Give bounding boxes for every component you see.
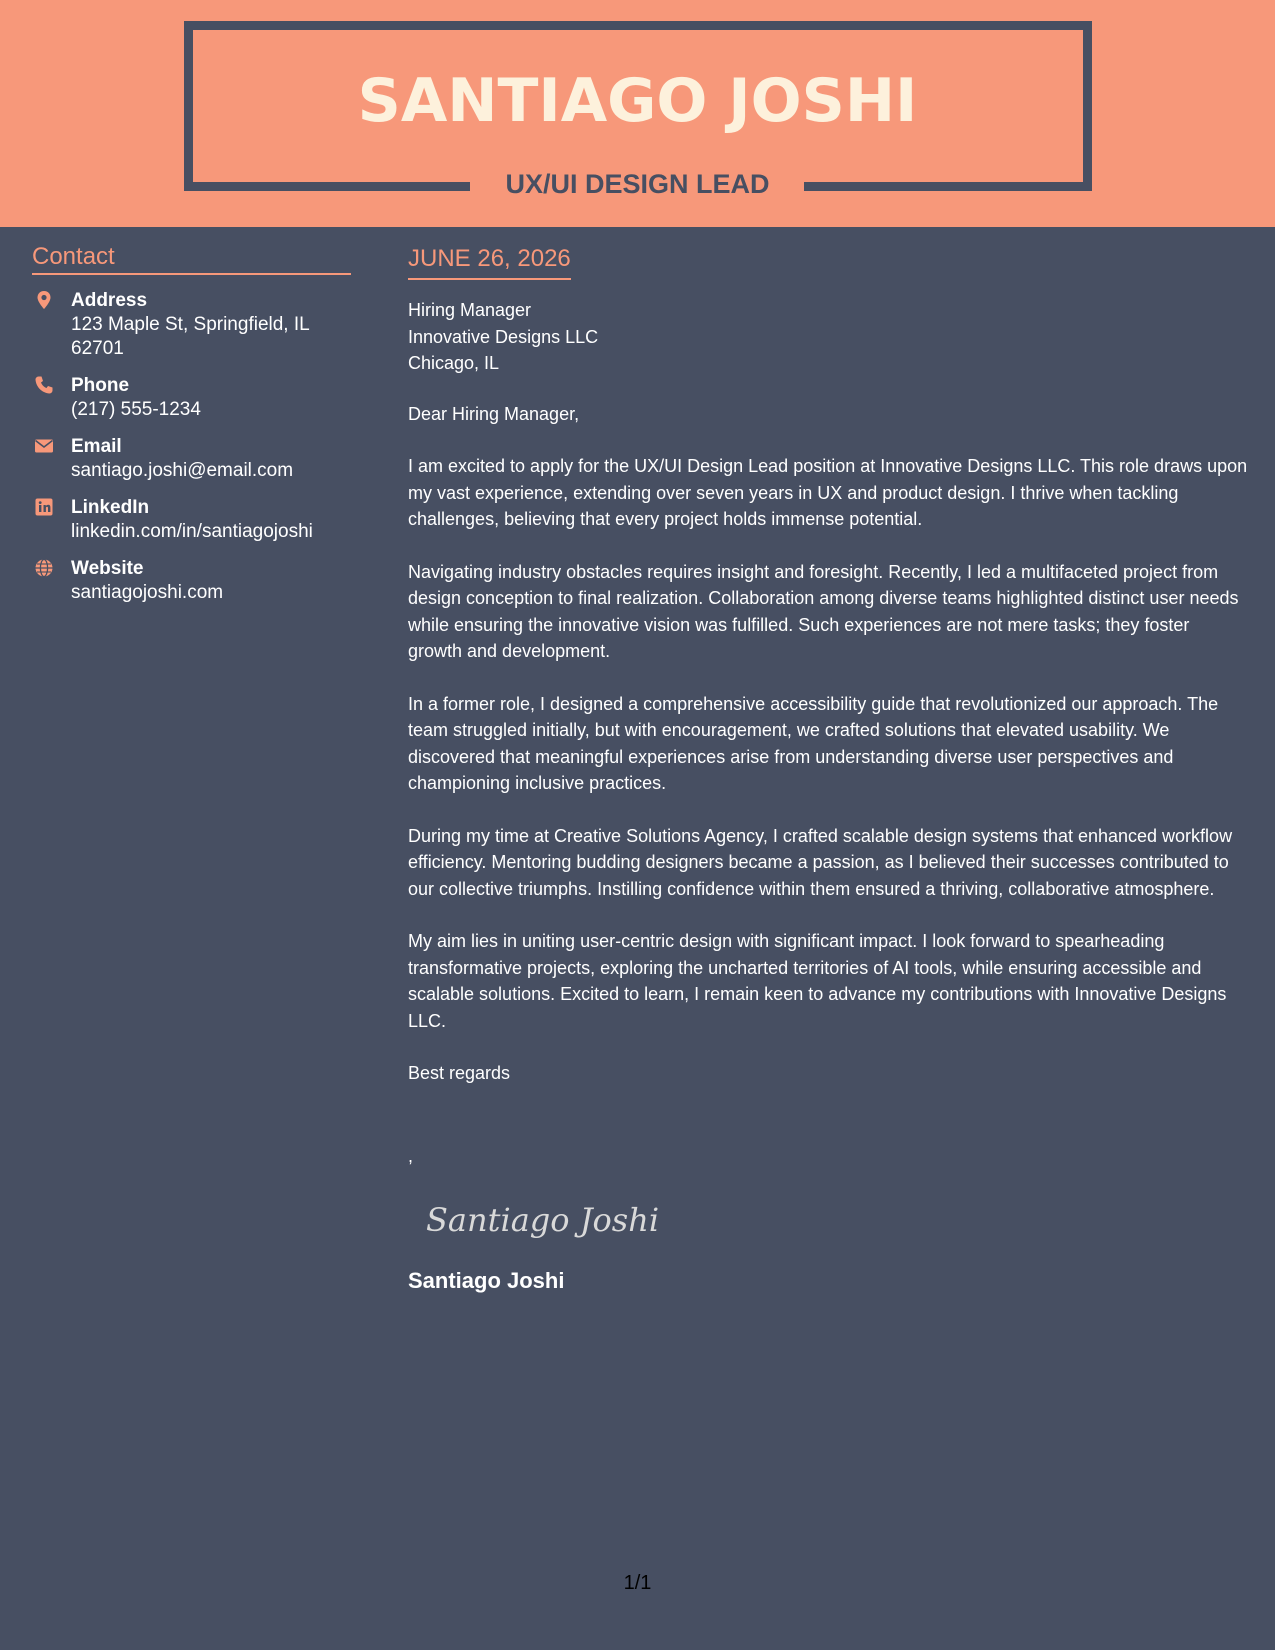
paragraph: I am excited to apply for the UX/UI Design Lead position at Innovative Designs LLC. This role draws upon my vast experience, extending over seven years in UX and product design. I thrive when tackling challenges, believing that every project holds immense potential. xyxy=(408,456,1248,529)
header-banner xyxy=(0,0,1275,227)
contact-website xyxy=(32,557,351,605)
contact-label: Address xyxy=(71,290,148,311)
globe-icon xyxy=(34,558,54,578)
handwritten-signature xyxy=(422,1191,662,1247)
letter-date: JUNE 26, 2026 xyxy=(408,244,571,280)
envelope-icon xyxy=(34,436,54,456)
signer-name: Santiago Joshi xyxy=(408,1267,565,1293)
recipient-line: Hiring Manager xyxy=(408,300,532,320)
recipient-line: Innovative Designs LLC xyxy=(408,326,599,347)
recipient-block xyxy=(408,297,1248,377)
closing-comma: , xyxy=(408,1145,414,1166)
contact-linkedin xyxy=(32,496,351,544)
paragraph: During my time at Creative Solutions Agency, I crafted scalable design systems that enhanced workflow efficiency. Mentoring budding designers became a passion, as I believed their successes contributed to our collective triumphs. Instilling confidence within them ensured a thriving, collaborative atmosphere. xyxy=(408,825,1233,899)
contact-phone xyxy=(32,374,351,422)
linkedin-icon xyxy=(34,497,54,517)
contact-label: Phone xyxy=(71,375,130,396)
page-number: 1/1 xyxy=(623,1572,652,1594)
address-value: 123 Maple St, Springfield, IL 62701 xyxy=(71,314,309,359)
contact-sidebar xyxy=(32,243,351,618)
closing: Best regards xyxy=(408,1063,511,1083)
contact-label: Website xyxy=(71,558,144,579)
contact-label: Email xyxy=(71,436,122,457)
contact-email xyxy=(32,435,351,483)
job-title: UX/UI DESIGN LEAD xyxy=(505,169,770,199)
signature-text: Santiago Joshi xyxy=(426,1200,660,1239)
recipient-line: Chicago, IL xyxy=(408,353,500,373)
map-pin-icon xyxy=(34,290,54,310)
contact-label: LinkedIn xyxy=(71,497,150,518)
letter-body xyxy=(408,244,1248,1295)
email-value[interactable]: santiago.joshi@email.com xyxy=(71,460,294,481)
contact-heading: Contact xyxy=(32,243,351,275)
phone-icon xyxy=(34,375,54,395)
paragraph: In a former role, I designed a comprehensive accessibility guide that revolutionized our approach. The team struggled initially, but with encouragement, we crafted solutions that elevated usability. We discovered that meaningful experiences arise from understanding diverse user perspectives and championing inclusive practices. xyxy=(408,693,1219,793)
phone-value: (217) 555-1234 xyxy=(71,399,201,420)
website-value[interactable]: santiagojoshi.com xyxy=(71,582,224,603)
paragraph: Navigating industry obstacles requires insight and foresight. Recently, I led a multifaceted project from design conception to final realization. Collaboration among diverse teams highlighted distinct user needs while ensuring the innovative vision was fulfilled. Such experiences are not mere tasks; they foster growth and development. xyxy=(408,561,1239,661)
linkedin-value[interactable]: linkedin.com/in/santiagojoshi xyxy=(71,521,313,542)
paragraph: My aim lies in uniting user-centric design with significant impact. I look forward to spearheading transformative projects, exploring the uncharted territories of AI tools, while ensuring accessible and scalable solutions. Excited to learn, I remain keen to advance my contributions with Innovative Designs LLC. xyxy=(408,931,1227,1031)
contact-address xyxy=(32,289,351,361)
salutation: Dear Hiring Manager, xyxy=(408,403,580,424)
candidate-name: SANTIAGO JOSHI xyxy=(357,66,918,136)
